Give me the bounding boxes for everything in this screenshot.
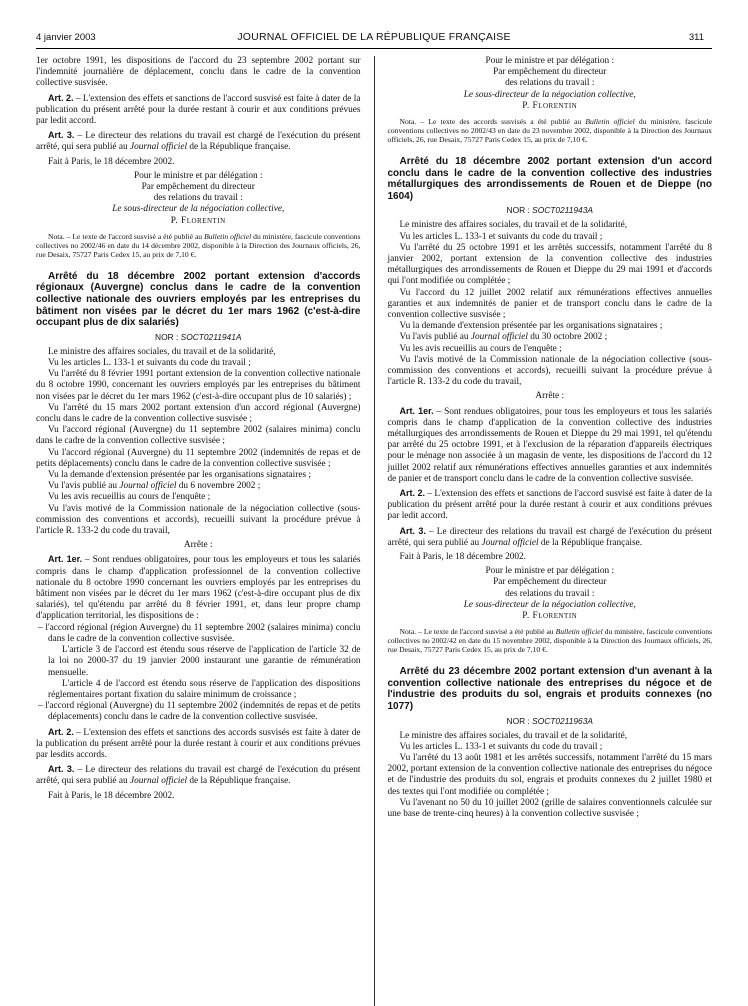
signature-block: [388, 56, 713, 112]
arrete-title: Arrêté du 18 décembre 2002 portant extension d'un accord conclu dans le cadre de la convention collective des industries métallurgiques des arrondissements de Rouen et de Dieppe (no 1604): [387, 156, 712, 202]
article-3: [388, 526, 713, 549]
visa: Vu les articles L. 133-1 et suivants du code du travail ;: [399, 741, 603, 752]
article-text: – L'extension des effets et sanctions de l'accord susvisé est faite à dater de la publication du présent arrêté pour la durée restant à courir et aux conditions prévues par ledit accord.: [387, 489, 712, 522]
list-subparagraph: L'article 3 de l'accord est étendu sous réserve de l'application de l'article 32 de la loi no 2000-37 du 19 janvier 2000 instaurant une garantie de rémunération mensuelle.: [48, 645, 361, 678]
article-label: Art. 3.: [48, 130, 75, 141]
visa: Le ministre des affaires sociales, du travail et de la solidarité,: [399, 220, 628, 231]
visa: Vu l'avenant no 50 du 10 juillet 2002 (grille de salaires conventionnels calculée sur une base de trente-cinq heures) à la convention collective susvisée ;: [387, 797, 712, 820]
article-label: Art. 2.: [48, 92, 74, 103]
article-text: – L'extension des effets et sanctions de l'accord susvisé est faite à dater de la publication du présent arrêté pour la durée restant à courir et aux conditions prévues par ledit accord.: [36, 93, 361, 127]
note-text: Nota. – Le texte des accords susvisés a été publié au: [399, 117, 586, 127]
article-text: – Le directeur des relations du travail est chargé de l'exécution du présent arrêté, qui sera publié au: [36, 765, 361, 787]
article-text: de la République française.: [187, 142, 291, 153]
journal-title: JOURNAL OFFICIEL DE LA RÉPUBLIQUE FRANÇAISE: [237, 31, 511, 43]
visa-text: Vu l'avis publié au: [399, 332, 471, 343]
signature-line: des relations du travail :: [505, 588, 595, 599]
nor-reference: [388, 205, 713, 216]
arrete-heading: Arrête :: [535, 391, 565, 402]
list-subparagraph: L'article 4 de l'accord est étendu sous réserve de l'application des dispositions réglementaires portant fixation du salaire minimum de croissance ;: [48, 678, 361, 700]
visa: [388, 332, 713, 343]
signature-line: des relations du travail :: [505, 78, 595, 89]
page-number: 311: [688, 32, 704, 43]
signatory-title: Le sous-directeur de la négociation collective,: [112, 204, 285, 215]
note-text: Nota. – Le texte de l'accord susvisé a été publié au: [399, 627, 556, 637]
bulletin-ref: Bulletin officiel: [555, 627, 603, 637]
nota-note: [36, 232, 361, 259]
signatory-name: P. Florentin: [522, 611, 578, 622]
right-column: [388, 56, 713, 820]
signature-block: [388, 566, 713, 622]
article-text: de la République française.: [187, 776, 291, 787]
article-label: Art. 3.: [399, 525, 426, 536]
two-column-body: [36, 56, 712, 1006]
nor-label: NOR :: [155, 331, 181, 342]
arrete-title: Arrêté du 23 décembre 2002 portant extension d'un avenant à la convention collective nationale des entreprises du négoce et de l'industrie des produits du sol, engrais et produits connexes (no 1077): [387, 666, 712, 713]
nota-note: [388, 117, 713, 144]
visa: Vu l'accord régional (Auvergne) du 11 septembre 2002 (indemnités de repas et de petits déplacements) conclu dans le cadre de la convention collective susvisée ;: [36, 447, 361, 469]
signature-line: Par empêchement du directeur: [493, 67, 607, 78]
article-1: [36, 554, 361, 622]
left-column: [36, 56, 361, 802]
list-item: – l'accord régional (région Auvergne) du 11 septembre 2002 (salaires minima) conclu dans le cadre de la convention collective susvisée.: [38, 622, 361, 644]
visa-text: Vu l'avis publié au: [48, 481, 120, 492]
signature-line: Pour le ministre et par délégation :: [133, 170, 263, 181]
arrete-title: Arrêté du 18 décembre 2002 portant extension d'accords régionaux (Auvergne) conclus dans le cadre de la convention collective nationale des ouvriers employés par les entreprises du bâtiment non visées par le décret du 1er mars 1962 (c'est-à-dire occupant plus de dix salariés): [36, 270, 361, 329]
signature-line: Par empêchement du directeur: [493, 577, 607, 588]
journal-ref: Journal officiel: [481, 537, 539, 548]
article-text: de la République française.: [538, 537, 643, 548]
nor-reference: [36, 332, 361, 343]
journal-ref: Journal officiel: [470, 332, 528, 343]
nor-label: NOR :: [506, 205, 533, 216]
nor-code: SOCT0211943A: [532, 205, 593, 216]
visa: Vu la demande d'extension présentée par les organisations signataires ;: [399, 321, 663, 332]
visa: Vu l'accord régional (Auvergne) du 11 septembre 2002 (salaires minima) conclu dans le cadre de la convention collective susvisée ;: [36, 425, 361, 447]
article-label: Art. 1er.: [48, 554, 83, 565]
article-2-prev: [36, 93, 361, 128]
arrete-heading: Arrête :: [183, 540, 213, 551]
bulletin-ref: Bulletin officiel: [204, 231, 252, 241]
visa: Vu l'arrêté du 15 mars 2002 portant extension d'un accord régional (Auvergne) conclu dans le cadre de la convention collective susvisée ;: [36, 402, 361, 425]
visa-text: du 6 novembre 2002 ;: [176, 481, 261, 492]
article-2: [388, 488, 713, 523]
article-3-prev: [36, 130, 361, 153]
visa: Vu les avis recueillis au cours de l'enquête ;: [399, 343, 562, 354]
nor-code: SOCT0211963A: [532, 715, 593, 726]
visa: Vu l'arrêté du 25 octobre 1991 et les arrêtés successifs, notamment l'arrêté du 8 janvier 2002, portant extension de la convention collective des industries métallurgiques des arrondissements de Rouen et Dieppe du 29 mai 1991 et d'accords qui l'ont modifiée ou complétée ;: [387, 242, 712, 287]
signature-date: Fait à Paris, le 18 décembre 2002.: [48, 790, 175, 801]
article-3: [36, 764, 361, 787]
article-label: Art. 2.: [399, 488, 426, 499]
signature-date: Fait à Paris, le 18 décembre 2002.: [399, 552, 527, 563]
article-text: – Sont rendues obligatoires, pour tous les employeurs et tous les salariés compris dans le champ d'application professionnel de la convention collective nationale du 8 octobre 1990 concernant les ouvriers employés par les entreprises du bâtiment non visées par le décret du 1er mars 1962 (c'est-à-dire occupant plus de dix salariés), tel qu'étendu par arrêté du 8 février 1991, et, dans leur propre champ d'application territorial, les dispositions de :: [36, 555, 361, 622]
continued-paragraph: 1er octobre 1991, les dispositions de l'accord du 23 septembre 2002 portant sur l'indemnité journalière de déplacement, conclu dans le cadre de la convention collective susvisée.: [36, 56, 361, 89]
signature-line: Pour le ministre et par délégation :: [485, 56, 615, 66]
visa-text: du 30 octobre 2002 ;: [527, 332, 608, 343]
article-text: – L'extension des effets et sanctions des accords susvisés est faite à dater de la publication du présent arrêté pour la durée restant à courir et aux conditions prévues par lesdits accords.: [36, 727, 361, 760]
running-header: [36, 30, 712, 49]
note-text: Nota. – Le texte de l'accord susvisé a été publié au: [48, 231, 205, 241]
signature-line: Par empêchement du directeur: [141, 182, 255, 193]
note-text: du ministère, fascicule conventions collectives no 2002/42 en date du 15 novembre 2002, disponible à la Direction des Journaux officiels, 26, rue Desaix, 75727 Paris Cedex 15, au prix de 7,10 €.: [387, 627, 712, 655]
visa: Vu l'avis motivé de la Commission nationale de la négociation collective (sous-commission des conventions et accords), recueilli suivant la procédure prévue à l'article R. 133-2 du code du travail,: [387, 354, 712, 388]
article-2: [36, 727, 361, 762]
visa: [36, 481, 361, 492]
nor-reference: [388, 716, 713, 727]
note-text: du ministère, fascicule conventions collectives no 2002/43 en date du 23 novembre 2002, disponible à la Direction des Journaux officiels, 26, rue Desaix, 75727 Paris Cedex 15, au prix de 7,10 €.: [387, 117, 712, 145]
signature-date: Fait à Paris, le 18 décembre 2002.: [48, 156, 175, 167]
visa: Vu l'accord du 12 juillet 2002 relatif aux rémunérations effectives annuelles garanties et aux indemnités de panier et de transport conclu dans le cadre de la convention collective susvisée ;: [387, 287, 712, 321]
signature-block: [36, 171, 361, 227]
signature-line: des relations du travail :: [153, 193, 243, 204]
article-label: Art. 3.: [48, 764, 75, 775]
signatory-name: P. Florentin: [170, 215, 226, 226]
visa: Vu l'avis motivé de la Commission nationale de la négociation collective (sous-commission des conventions et accords), recueilli suivant la procédure prévue à l'article R. 133-2 du code du travail,: [36, 503, 361, 537]
visa: Vu la demande d'extension présentée par les organisations signataires ;: [48, 470, 311, 481]
article-1: [388, 406, 713, 485]
signature-line: Pour le ministre et par délégation :: [485, 566, 615, 577]
issue-date: 4 janvier 2003: [36, 32, 96, 43]
signatory-title: Le sous-directeur de la négociation collective,: [463, 599, 636, 610]
list-item: – l'accord régional (Auvergne) du 11 septembre 2002 (indemnités de repas et de petits déplacements) conclu dans le cadre de la convention collective susvisée.: [38, 701, 361, 723]
visa: Vu les avis recueillis au cours de l'enquête ;: [48, 492, 211, 503]
article-text: – Le directeur des relations du travail est chargé de l'exécution du présent arrêté, qui sera publié au: [387, 526, 712, 548]
nota-note: [388, 627, 713, 654]
visa: Vu les articles L. 133-1 et suivants du code du travail ;: [48, 358, 251, 369]
bulletin-ref: Bulletin officiel: [585, 117, 635, 127]
visa: Le ministre des affaires sociales, du travail et de la solidarité,: [399, 730, 628, 741]
signatory-title: Le sous-directeur de la négociation collective,: [463, 89, 636, 100]
nor-label: NOR :: [506, 715, 533, 726]
visa: Vu les articles L. 133-1 et suivants du code du travail ;: [399, 231, 603, 242]
visa: Vu l'arrêté du 13 août 1981 et les arrêtés successifs, notamment l'arrêté du 15 mars 2002, portant extension de la convention collective nationale des entreprises du négoce et de l'industrie des produits du sol, engrais et produits connexes du 2 juillet 1980 et des textes qui l'ont modifiée ou complétée ;: [387, 753, 712, 797]
article-text: – Le directeur des relations du travail est chargé de l'exécution du présent arrêté, qui sera publié au: [36, 131, 361, 153]
nor-code: SOCT0211941A: [180, 331, 242, 342]
journal-ref: Journal officiel: [129, 142, 188, 153]
column-divider: [374, 56, 375, 1006]
signatory-name: P. Florentin: [522, 100, 578, 111]
note-text: du ministère, fascicule conventions collectives no 2002/46 en date du 14 décembre 2002, disponible à la Direction des Journaux officiels, 26, rue Desaix, 75727 Paris Cedex 15, au prix de 7,10 €.: [36, 231, 361, 259]
article-text: – Sont rendues obligatoires, pour tous les employeurs et tous les salariés compris dans le champ d'application de la convention collective des industries métallurgiques des arrondissements de Rouen et Dieppe du 29 mai 1991, tel qu'étendu par arrêté du 25 octobre 1991, et à l'exclusion de la réparation d'appareils électriques pour le ménage non associée à un magasin de vente, les dispositions de l'accord du 12 juillet 2002 relatif aux rémunérations effectives annuelles garanties et aux indemnités de panier et de transport conclu dans le cadre de la convention collective susvisée.: [387, 406, 712, 484]
visa: Le ministre des affaires sociales, du travail et de la solidarité,: [48, 346, 276, 357]
journal-ref: Journal officiel: [129, 776, 188, 787]
journal-ref: Journal officiel: [119, 481, 177, 492]
visa: Vu l'arrêté du 8 février 1991 portant extension de la convention collective nationale du 8 octobre 1990, concernant les ouvriers employés par les entreprises du bâtiment non visées par le décret du 1er mars 1962 (c'est-à-dire occupant plus de 10 salariés) ;: [36, 369, 361, 402]
article-label: Art. 2.: [48, 726, 74, 737]
article-label: Art. 1er.: [399, 405, 434, 416]
